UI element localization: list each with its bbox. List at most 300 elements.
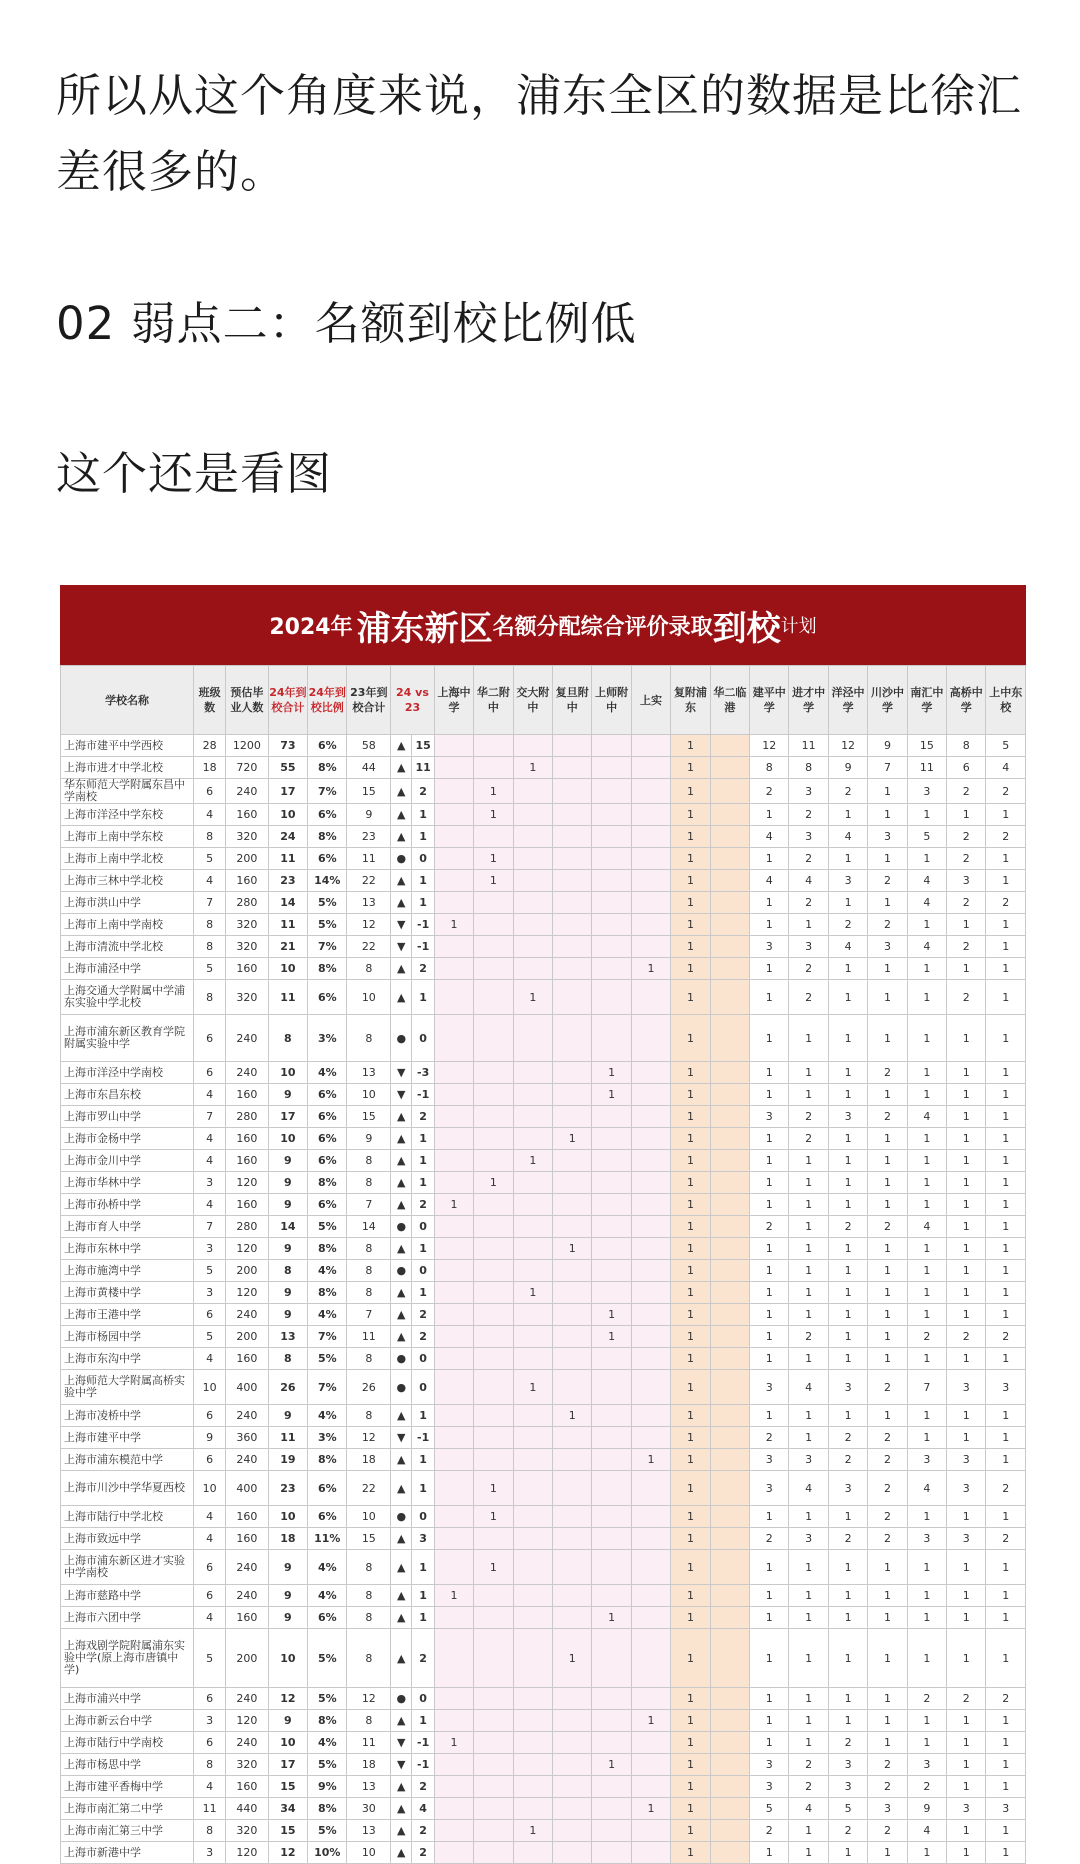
trend-icon: ▲ <box>391 1194 412 1216</box>
table-cell <box>631 870 670 892</box>
table-cell: 1 <box>671 1172 710 1194</box>
table-cell: 2 <box>868 1754 907 1776</box>
trend-icon: ▲ <box>391 892 412 914</box>
table-cell: 1 <box>828 1172 867 1194</box>
school-name-cell: 上海市上南中学南校 <box>61 914 194 936</box>
table-cell: 1 <box>671 1128 710 1150</box>
table-cell: 2 <box>828 1216 867 1238</box>
table-cell: 6 <box>194 1015 226 1062</box>
table-cell: 1 <box>868 1585 907 1607</box>
table-cell: 1 <box>986 1128 1026 1150</box>
table-cell: 1 <box>412 1238 434 1260</box>
table-cell: 11 <box>268 848 307 870</box>
table-cell: 1 <box>412 1585 434 1607</box>
table-cell: 4 <box>194 1776 226 1798</box>
table-cell: 1 <box>947 1128 986 1150</box>
table-cell: 320 <box>226 914 269 936</box>
table-cell <box>592 826 631 848</box>
table-cell <box>553 1084 592 1106</box>
table-cell <box>513 1506 552 1528</box>
table-cell: 8 <box>268 1015 307 1062</box>
table-cell: 1 <box>474 870 513 892</box>
table-cell <box>474 757 513 779</box>
table-cell <box>434 1062 473 1084</box>
table-cell <box>513 870 552 892</box>
table-cell: 240 <box>226 779 269 804</box>
table-cell: 1 <box>907 1084 946 1106</box>
table-cell <box>592 1128 631 1150</box>
table-cell <box>710 1106 749 1128</box>
table-cell: 1 <box>947 1754 986 1776</box>
table-cell <box>710 1607 749 1629</box>
table-row <box>61 1506 1026 1528</box>
table-cell <box>513 1629 552 1688</box>
table-cell <box>710 1449 749 1471</box>
table-cell: 1 <box>513 1282 552 1304</box>
table-cell <box>631 1106 670 1128</box>
table-cell: 21 <box>268 936 307 958</box>
table-cell: -3 <box>412 1062 434 1084</box>
trend-icon: ▲ <box>391 1326 412 1348</box>
table-cell: 6% <box>308 804 347 826</box>
table-cell: 4 <box>194 870 226 892</box>
table-cell <box>553 1370 592 1405</box>
table-cell: 5% <box>308 1688 347 1710</box>
table-cell: 1 <box>513 1150 552 1172</box>
table-cell: 280 <box>226 1106 269 1128</box>
table-cell: 5% <box>308 1348 347 1370</box>
table-cell: 1 <box>671 1585 710 1607</box>
table-cell: 9% <box>308 1776 347 1798</box>
school-name-cell: 上海戏剧学院附属浦东实验中学(原上海市唐镇中学) <box>61 1629 194 1688</box>
table-cell: 160 <box>226 1528 269 1550</box>
table-cell: 6 <box>194 1732 226 1754</box>
table-cell: 3 <box>750 1776 789 1798</box>
trend-icon: ● <box>391 1370 412 1405</box>
table-cell <box>513 1304 552 1326</box>
table-cell: 1 <box>592 1304 631 1326</box>
table-cell: 2 <box>868 1449 907 1471</box>
table-cell: 1 <box>750 958 789 980</box>
table-cell: 1 <box>947 1776 986 1798</box>
table-cell: 160 <box>226 1194 269 1216</box>
table-cell: 1 <box>828 1629 867 1688</box>
table-cell: 17 <box>268 1754 307 1776</box>
table-cell <box>434 870 473 892</box>
table-cell: 2 <box>789 848 828 870</box>
table-cell: 2 <box>907 1326 946 1348</box>
table-cell: 8 <box>347 1405 391 1427</box>
table-cell: 6% <box>308 1506 347 1528</box>
table-cell <box>474 980 513 1015</box>
table-cell <box>592 1015 631 1062</box>
table-cell <box>631 1550 670 1585</box>
table-cell: 1 <box>907 1194 946 1216</box>
banner-district: 浦东新区 <box>356 608 493 649</box>
table-cell: 1 <box>789 914 828 936</box>
table-cell: 1 <box>907 1260 946 1282</box>
table-cell: 1 <box>907 1128 946 1150</box>
table-cell: 1 <box>907 958 946 980</box>
table-cell: 2 <box>789 1754 828 1776</box>
section-heading: 02 弱点二：名额到校比例低 <box>56 297 637 350</box>
table-cell: 2 <box>750 779 789 804</box>
table-cell: 1 <box>513 1820 552 1842</box>
trend-icon: ▲ <box>391 870 412 892</box>
table-cell: 8% <box>308 1172 347 1194</box>
table-cell <box>710 1304 749 1326</box>
table-cell <box>434 1084 473 1106</box>
table-cell: 1 <box>750 1128 789 1150</box>
column-header: 进才中学 <box>789 666 828 735</box>
table-cell <box>631 848 670 870</box>
table-cell: 1 <box>671 735 710 757</box>
table-cell: 7 <box>347 1304 391 1326</box>
table-cell <box>474 1427 513 1449</box>
table-cell: 17 <box>268 1106 307 1128</box>
table-cell: 1 <box>631 1449 670 1471</box>
table-cell <box>710 1260 749 1282</box>
table-cell <box>592 1405 631 1427</box>
table-cell: 1 <box>986 1106 1026 1128</box>
table-cell: 1 <box>947 1062 986 1084</box>
table-cell: 11 <box>194 1798 226 1820</box>
table-cell: 1 <box>947 1550 986 1585</box>
trend-icon: ▲ <box>391 1172 412 1194</box>
table-cell <box>592 914 631 936</box>
table-cell: 2 <box>907 1776 946 1798</box>
trend-icon: ▲ <box>391 1607 412 1629</box>
table-cell: 1 <box>947 914 986 936</box>
table-cell: 2 <box>868 1216 907 1238</box>
table-cell: 1 <box>907 1842 946 1864</box>
table-cell: 1 <box>907 1732 946 1754</box>
table-cell: 26 <box>268 1370 307 1405</box>
table-cell: 1 <box>789 1084 828 1106</box>
table-cell <box>631 1260 670 1282</box>
table-cell: -1 <box>412 1754 434 1776</box>
trend-icon: ▲ <box>391 1282 412 1304</box>
table-cell: 6% <box>308 848 347 870</box>
table-cell: 3 <box>750 1370 789 1405</box>
column-header: 华二附中 <box>474 666 513 735</box>
table-cell: 4 <box>194 1607 226 1629</box>
table-cell <box>553 1304 592 1326</box>
table-cell: 1 <box>947 1732 986 1754</box>
table-cell: 200 <box>226 1260 269 1282</box>
table-cell: -1 <box>412 1732 434 1754</box>
table-cell: 13 <box>347 892 391 914</box>
table-cell: 12 <box>750 735 789 757</box>
table-cell: 1 <box>986 1607 1026 1629</box>
table-cell: 24 <box>268 826 307 848</box>
table-cell: 1 <box>513 1370 552 1405</box>
table-cell: 9 <box>828 757 867 779</box>
table-cell <box>434 1776 473 1798</box>
table-cell: 11 <box>412 757 434 779</box>
table-cell: 1 <box>474 1550 513 1585</box>
table-cell: 1 <box>947 1607 986 1629</box>
table-cell: 1 <box>947 1260 986 1282</box>
table-cell: 3 <box>828 1370 867 1405</box>
table-cell: 1 <box>986 1427 1026 1449</box>
table-cell <box>513 1062 552 1084</box>
table-cell <box>631 1282 670 1304</box>
table-cell <box>474 892 513 914</box>
table-cell: 1 <box>947 1820 986 1842</box>
table-cell: 12 <box>347 914 391 936</box>
table-cell <box>631 1688 670 1710</box>
table-cell: 15 <box>907 735 946 757</box>
plan-table-image <box>60 585 1026 1859</box>
table-cell: 1 <box>631 958 670 980</box>
table-cell: 11% <box>308 1528 347 1550</box>
table-banner <box>60 585 1026 665</box>
table-cell: 1 <box>789 1710 828 1732</box>
table-cell: 4% <box>308 1585 347 1607</box>
table-cell: 1 <box>947 1172 986 1194</box>
table-cell: 1 <box>868 1150 907 1172</box>
table-cell <box>474 1128 513 1150</box>
table-cell <box>513 1172 552 1194</box>
table-cell: 8 <box>347 958 391 980</box>
table-cell: 1 <box>947 1427 986 1449</box>
table-cell: 5% <box>308 1754 347 1776</box>
table-cell: 1 <box>750 1015 789 1062</box>
table-cell: 3 <box>868 1798 907 1820</box>
table-cell: 1 <box>671 1471 710 1506</box>
table-cell: 6% <box>308 980 347 1015</box>
table-cell: 4% <box>308 1405 347 1427</box>
table-cell: 160 <box>226 1776 269 1798</box>
table-cell: 5% <box>308 1629 347 1688</box>
table-cell: 4 <box>789 1798 828 1820</box>
table-cell: 3 <box>750 936 789 958</box>
table-cell: 3 <box>947 1449 986 1471</box>
table-cell: 3 <box>947 1370 986 1405</box>
table-cell: 9 <box>268 1304 307 1326</box>
table-cell: 2 <box>789 980 828 1015</box>
table-cell <box>434 1106 473 1128</box>
table-cell: 22 <box>347 1471 391 1506</box>
table-cell: 1 <box>789 1607 828 1629</box>
table-cell <box>710 1427 749 1449</box>
table-cell: 1 <box>789 1820 828 1842</box>
trend-icon: ▲ <box>391 1238 412 1260</box>
table-cell: 1 <box>907 980 946 1015</box>
table-cell: 1 <box>671 980 710 1015</box>
trend-icon: ● <box>391 1216 412 1238</box>
table-cell: 2 <box>828 779 867 804</box>
table-cell: 1 <box>947 1084 986 1106</box>
table-cell: 1 <box>986 1216 1026 1238</box>
table-row <box>61 1427 1026 1449</box>
table-cell <box>434 1370 473 1405</box>
table-cell: 1 <box>868 1015 907 1062</box>
table-cell: 2 <box>868 1528 907 1550</box>
table-cell: 1 <box>947 1842 986 1864</box>
table-cell: 1 <box>671 1106 710 1128</box>
table-cell <box>553 936 592 958</box>
table-cell: 14% <box>308 870 347 892</box>
table-cell <box>631 936 670 958</box>
table-cell: 2 <box>412 1106 434 1128</box>
table-cell: 8 <box>194 1754 226 1776</box>
table-cell <box>434 1820 473 1842</box>
table-cell: 8% <box>308 1710 347 1732</box>
school-name-cell: 上海市洪山中学 <box>61 892 194 914</box>
table-cell: 1 <box>671 848 710 870</box>
table-cell <box>513 1260 552 1282</box>
table-cell <box>474 1062 513 1084</box>
table-row <box>61 1348 1026 1370</box>
table-cell <box>474 914 513 936</box>
table-cell: 1 <box>828 1260 867 1282</box>
table-cell: 1 <box>789 1062 828 1084</box>
table-cell: 1 <box>474 779 513 804</box>
table-cell <box>553 892 592 914</box>
table-cell: 5% <box>308 1820 347 1842</box>
school-name-cell: 上海市川沙中学华夏西校 <box>61 1471 194 1506</box>
table-cell: 14 <box>268 1216 307 1238</box>
table-cell <box>592 848 631 870</box>
table-cell: 8 <box>750 757 789 779</box>
table-cell <box>710 1238 749 1260</box>
table-cell <box>553 1754 592 1776</box>
school-name-cell: 上海市金杨中学 <box>61 1128 194 1150</box>
trend-icon: ● <box>391 1688 412 1710</box>
table-cell: 2 <box>947 848 986 870</box>
paragraph-intro: 所以从这个角度来说，浦东全区的数据是比徐汇差很多的。 <box>56 69 1023 198</box>
column-header: 洋泾中学 <box>828 666 867 735</box>
table-cell: 13 <box>347 1776 391 1798</box>
table-cell: 2 <box>412 1776 434 1798</box>
table-cell: 8 <box>347 1172 391 1194</box>
table-cell: 7% <box>308 1370 347 1405</box>
table-cell <box>631 1607 670 1629</box>
table-cell <box>592 1688 631 1710</box>
table-cell: 1 <box>868 1607 907 1629</box>
table-cell <box>474 1015 513 1062</box>
table-cell <box>474 1710 513 1732</box>
table-cell: 1 <box>412 1282 434 1304</box>
trend-icon: ● <box>391 1015 412 1062</box>
school-name-cell: 上海市杨园中学 <box>61 1326 194 1348</box>
table-cell: 3 <box>194 1238 226 1260</box>
table-cell <box>710 1820 749 1842</box>
table-cell: 1 <box>986 1585 1026 1607</box>
table-cell: 2 <box>947 980 986 1015</box>
table-row <box>61 1062 1026 1084</box>
table-cell: 4 <box>194 1348 226 1370</box>
table-cell: 2 <box>986 1528 1026 1550</box>
table-cell: 1 <box>789 1260 828 1282</box>
table-cell <box>710 804 749 826</box>
table-cell: 240 <box>226 1585 269 1607</box>
table-cell: 1 <box>947 1150 986 1172</box>
trend-icon: ▲ <box>391 1629 412 1688</box>
school-name-cell: 上海市凌桥中学 <box>61 1405 194 1427</box>
table-cell: 8 <box>347 1710 391 1732</box>
table-cell <box>631 1216 670 1238</box>
table-cell: 58 <box>347 735 391 757</box>
table-cell: 4 <box>907 1216 946 1238</box>
table-cell: 1 <box>750 1585 789 1607</box>
table-cell <box>553 1842 592 1864</box>
table-cell: 1 <box>671 1776 710 1798</box>
table-cell: 1 <box>412 1710 434 1732</box>
quota-table <box>60 665 1026 1864</box>
table-row <box>61 1172 1026 1194</box>
school-name-cell: 上海市洋泾中学东校 <box>61 804 194 826</box>
table-row <box>61 1776 1026 1798</box>
table-cell: 1 <box>907 1427 946 1449</box>
table-cell: 1 <box>828 1710 867 1732</box>
table-cell: 1 <box>828 1282 867 1304</box>
table-row <box>61 1326 1026 1348</box>
table-cell: 4 <box>907 1820 946 1842</box>
table-row <box>61 1471 1026 1506</box>
table-cell: 1 <box>789 1150 828 1172</box>
table-cell: 1 <box>868 1348 907 1370</box>
table-cell: 1 <box>750 1405 789 1427</box>
table-cell: 9 <box>268 1405 307 1427</box>
table-cell: 1 <box>412 892 434 914</box>
table-cell: 2 <box>789 958 828 980</box>
table-cell: 8 <box>194 1820 226 1842</box>
table-cell: 0 <box>412 848 434 870</box>
table-cell <box>474 1776 513 1798</box>
table-cell: 1 <box>671 1282 710 1304</box>
school-name-cell: 上海市慈路中学 <box>61 1585 194 1607</box>
trend-icon: ▲ <box>391 1304 412 1326</box>
column-header: 南汇中学 <box>907 666 946 735</box>
school-name-cell: 上海市浦兴中学 <box>61 1688 194 1710</box>
table-cell: 720 <box>226 757 269 779</box>
table-cell: 6% <box>308 1607 347 1629</box>
table-cell <box>710 1405 749 1427</box>
table-cell: 6 <box>194 1585 226 1607</box>
table-cell <box>592 1506 631 1528</box>
table-cell <box>553 848 592 870</box>
table-cell: 1 <box>947 1282 986 1304</box>
table-cell: 3 <box>907 1449 946 1471</box>
table-cell <box>631 914 670 936</box>
column-header: 建平中学 <box>750 666 789 735</box>
table-cell: 3 <box>947 1471 986 1506</box>
table-cell <box>710 870 749 892</box>
table-cell: 8% <box>308 1449 347 1471</box>
table-cell: 22 <box>347 936 391 958</box>
table-cell: 200 <box>226 1629 269 1688</box>
table-cell: 2 <box>828 914 867 936</box>
table-cell <box>631 735 670 757</box>
table-cell <box>631 757 670 779</box>
table-cell: 1 <box>868 958 907 980</box>
table-cell: 1 <box>750 1062 789 1084</box>
table-row <box>61 1370 1026 1405</box>
table-cell: 1 <box>986 1194 1026 1216</box>
table-cell: 8% <box>308 1238 347 1260</box>
table-cell: 4 <box>194 1528 226 1550</box>
table-cell: 1 <box>947 1629 986 1688</box>
table-cell: 1 <box>434 1194 473 1216</box>
table-cell: 3 <box>828 870 867 892</box>
table-cell: 1 <box>986 1405 1026 1427</box>
table-cell: 1 <box>947 1015 986 1062</box>
table-cell <box>434 1688 473 1710</box>
table-cell: 1 <box>750 1506 789 1528</box>
